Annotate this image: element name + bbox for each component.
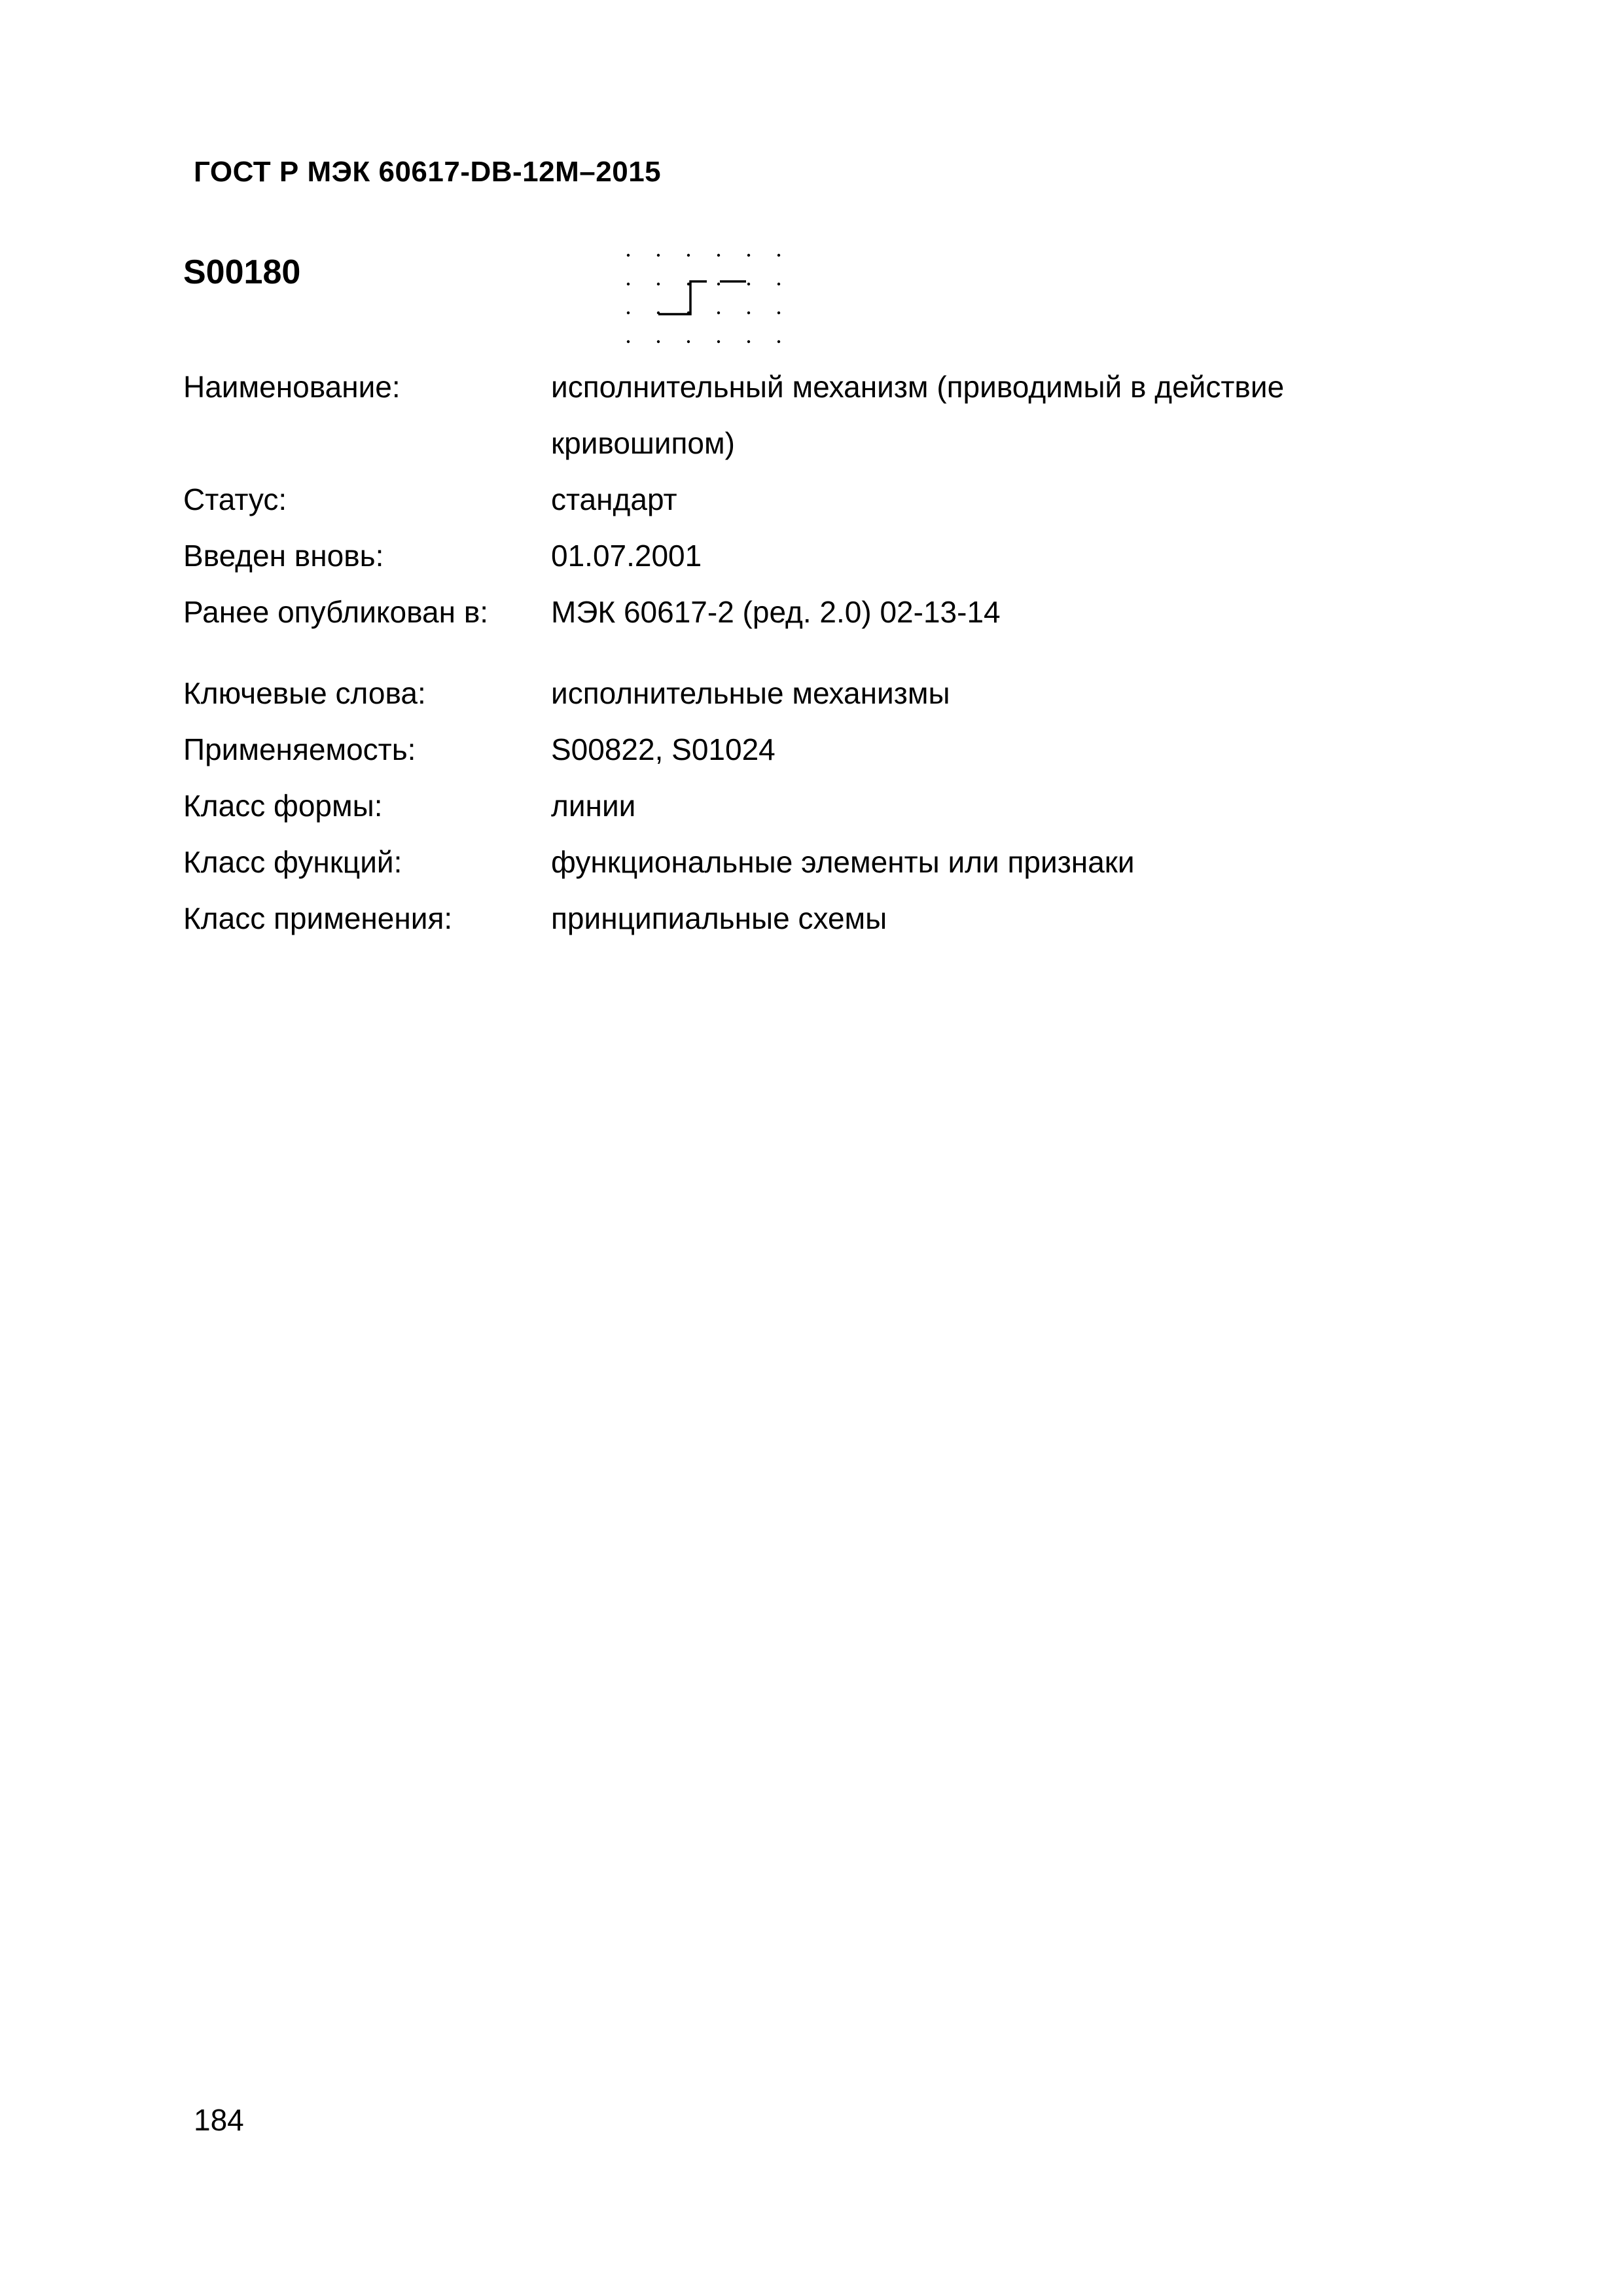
property-label: Ранее опубликован в: (183, 595, 489, 629)
property-row-application-class (183, 890, 1389, 946)
property-value: S00822, S01024 (551, 732, 776, 766)
grid-dot (777, 254, 780, 257)
grid-dot (747, 254, 750, 257)
grid-dot (657, 283, 660, 285)
property-row-shape-class (183, 778, 1389, 834)
property-label: Наименование: (183, 370, 401, 404)
section-gap (183, 640, 1389, 665)
property-label: Применяемость: (183, 732, 416, 766)
grid-dot (747, 312, 750, 314)
property-value: 01.07.2001 (551, 539, 702, 573)
property-value: стандарт (551, 482, 677, 516)
grid-dot (687, 340, 690, 343)
grid-dot (747, 340, 750, 343)
property-label: Класс функций: (183, 845, 402, 879)
grid-dot (657, 254, 660, 257)
property-value: функциональные элементы или признаки (551, 845, 1135, 879)
property-label: Статус: (183, 482, 287, 516)
page-number: 184 (194, 2103, 244, 2137)
actuator-crank-symbol-icon (615, 242, 792, 353)
symbol-lines (658, 281, 746, 314)
property-label: Класс применения: (183, 901, 453, 935)
property-value: линии (551, 789, 636, 823)
property-value: исполнительные механизмы (551, 676, 950, 710)
grid-dot (627, 312, 630, 314)
property-row-introduced (183, 528, 1389, 584)
property-row-name (183, 359, 1389, 471)
grid-dot (747, 283, 750, 285)
property-label: Класс формы: (183, 789, 383, 823)
grid-dot (777, 312, 780, 314)
property-label: Введен вновь: (183, 539, 384, 573)
property-row-published (183, 584, 1389, 640)
grid-dot (777, 340, 780, 343)
property-value: МЭК 60617-2 (ред. 2.0) 02-13-14 (551, 595, 1001, 629)
property-row-function-class (183, 834, 1389, 890)
properties-table (183, 359, 1389, 946)
symbol-code: S00180 (183, 253, 301, 291)
grid-dot (627, 283, 630, 285)
grid-dot (657, 340, 660, 343)
grid-dot (717, 340, 720, 343)
property-value: принципиальные схемы (551, 901, 887, 935)
grid-dot (717, 283, 720, 285)
property-row-keywords (183, 665, 1389, 721)
grid-dot (717, 312, 720, 314)
grid-dots (627, 254, 780, 343)
grid-dot (687, 254, 690, 257)
document-header: ГОСТ Р МЭК 60617-DB-12M–2015 (194, 156, 662, 188)
grid-dot (717, 254, 720, 257)
grid-dot (627, 254, 630, 257)
property-row-applicability (183, 721, 1389, 778)
property-label: Ключевые слова: (183, 676, 426, 710)
grid-dot (777, 283, 780, 285)
property-value: исполнительный механизм (приводимый в действие кривошипом) (551, 370, 1285, 460)
property-row-status (183, 471, 1389, 528)
grid-dot (627, 340, 630, 343)
